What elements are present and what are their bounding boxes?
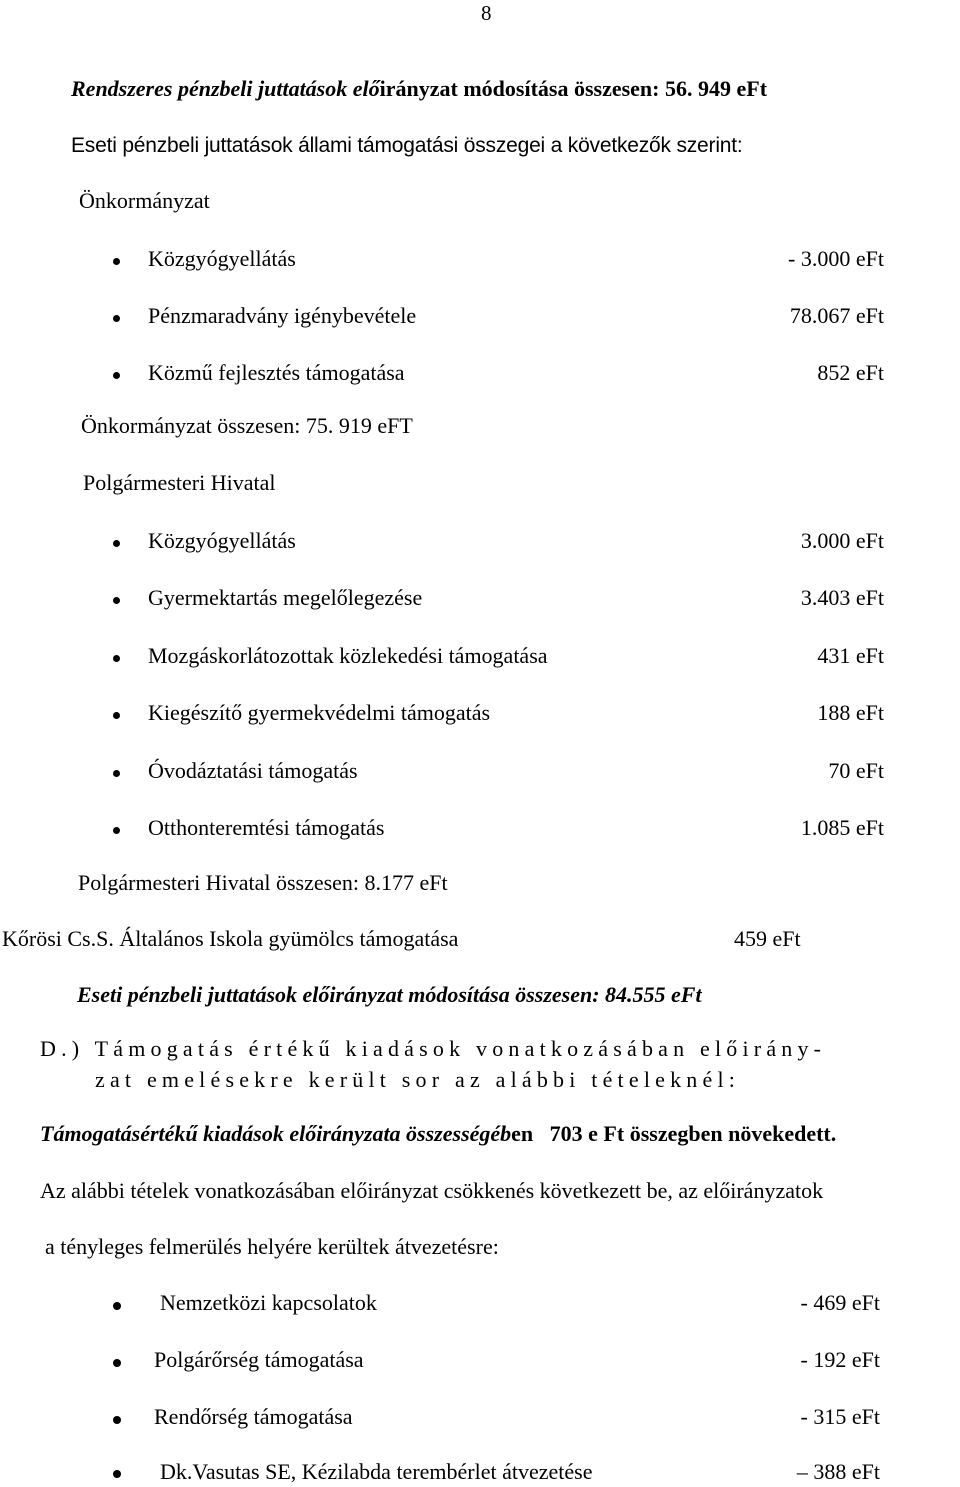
item-value: – 388 eFt [796,1459,880,1484]
item-label: Gyermektartás megelőlegezése [148,585,423,610]
item-value: 431 eFt [817,643,884,668]
item-label: Közgyógyellátás [148,528,296,553]
bullet-icon [113,1302,121,1310]
item-value: - 3.000 eFt [788,246,884,271]
section-d-line1: D.) Támogatás értékű kiadások vonatkozásában előirány- [40,1036,827,1061]
bullet-icon [113,712,120,719]
bullet-icon [113,1416,121,1424]
eseti-total: Eseti pénzbeli juttatások előirányzat módosítása összesen: 84.555 eFt [77,982,702,1007]
item-label: Közgyógyellátás [148,246,296,271]
support-normal-part: en 703 e Ft összegben növekedett. [511,1121,837,1146]
bullet-icon [113,655,120,662]
item-value: 1.085 eFt [800,815,884,840]
item-value: 852 eFt [817,360,884,385]
section-d-line2: zat emelésekre került sor az alábbi tételeknél: [95,1067,741,1092]
item-value: - 192 eFt [800,1347,880,1372]
item-value: 188 eFt [817,700,884,725]
support-italic-part: Támogatásértékű kiadások előirányzata összességéb [40,1121,512,1146]
bullet-icon [113,372,120,379]
school-value: 459 eFt [734,926,801,951]
paragraph-line2: a tényleges felmerülés helyére kerültek átvezetésre: [45,1234,499,1259]
item-label: Rendőrség támogatása [154,1404,353,1429]
item-label: Mozgáskorlátozottak közlekedési támogatása [148,643,548,668]
bullet-icon [113,1359,121,1367]
item-value: 70 eFt [828,758,884,783]
heading-normal-part: irányzat módosítása összesen: 56. 949 eFt [379,76,768,101]
onkormanyzat-title: Önkormányzat [79,188,210,213]
onkormanyzat-total: Önkormányzat összesen: 75. 919 eFT [81,413,413,438]
paragraph-line1: Az alábbi tételek vonatkozásában előirányzat csökkenés következett be, az előirányzatok [40,1178,824,1203]
bullet-icon [113,770,120,777]
bullet-icon [113,258,120,265]
item-label: Óvodáztatási támogatás [148,758,358,783]
item-label: Otthonteremtési támogatás [148,815,385,840]
item-label: Dk.Vasutas SE, Kézilabda terembérlet átvezetése [160,1459,593,1484]
item-label: Polgárőrség támogatása [154,1347,364,1372]
school-label: Kőrösi Cs.S. Általános Iskola gyümölcs támogatása [2,926,459,951]
item-value: 3.000 eFt [800,528,884,553]
support-sentence [40,1123,836,1145]
item-label: Kiegészítő gyermekvédelmi támogatás [148,700,491,725]
bullet-icon [113,597,120,604]
item-value: 78.067 eFt [789,303,884,328]
item-label: Pénzmaradvány igénybevétele [148,303,417,328]
regular-benefits-heading [71,78,767,100]
bullet-icon [113,827,120,834]
item-value: - 469 eFt [800,1290,880,1315]
page-number: 8 [481,1,492,25]
hivatal-title: Polgármesteri Hivatal [83,470,276,495]
heading-italic-part: Rendszeres pénzbeli juttatások elő [71,76,380,101]
bullet-icon [113,540,120,547]
item-label: Nemzetközi kapcsolatok [160,1290,377,1315]
item-label: Közmű fejlesztés támogatása [148,360,405,385]
hivatal-total: Polgármesteri Hivatal összesen: 8.177 eFt [78,870,448,895]
item-value: - 315 eFt [800,1404,880,1429]
bullet-icon [113,1470,121,1478]
intro-text: Eseti pénzbeli juttatások állami támogatási összegei a következők szerint: [71,134,743,157]
item-value: 3.403 eFt [800,585,884,610]
bullet-icon [113,315,120,322]
